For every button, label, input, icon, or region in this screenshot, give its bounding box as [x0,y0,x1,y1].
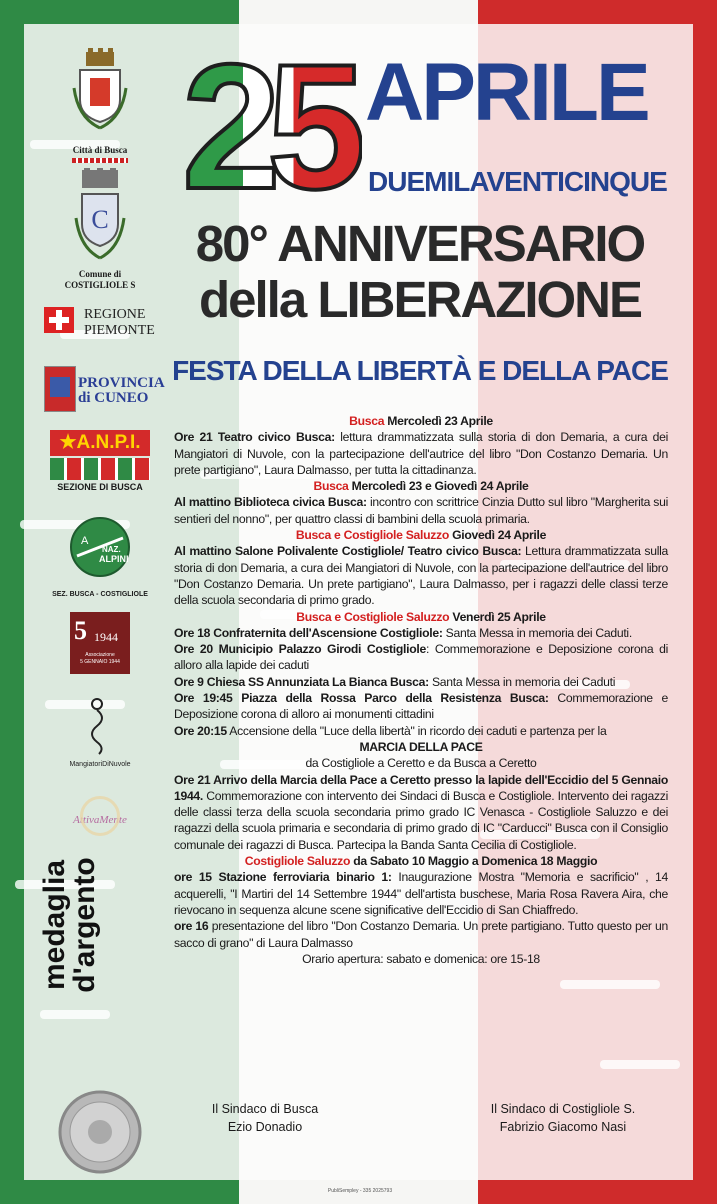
provincia-crest-icon [44,366,76,412]
anpi-banner [50,430,150,456]
event [174,543,668,608]
anpi-sezione: SEZIONE DI BUSCA [57,482,143,492]
anniversary-line-1: 80° ANNIVERSARIO [195,215,645,272]
attivamente-logo [40,796,160,826]
day-date: Mercoledì 23 e Giovedì 24 Aprile [348,479,529,494]
marcia-title: MARCIA DELLA PACE [359,739,483,754]
program [174,413,668,967]
brush-stroke [560,980,660,989]
brush-stroke [600,1060,680,1069]
event [174,625,668,641]
silver-medal-coin [40,1090,160,1179]
sindaco-costigliole [468,1100,658,1136]
day-heading [174,853,668,869]
event-lead: Ore 21 Teatro civico Busca: [174,430,335,445]
regione-line-2: PIEMONTE [84,323,155,338]
day-heading [174,413,668,429]
alpini-badge-icon [69,516,131,578]
event-lead: Al mattino Salone Polivalente Costigliole/ Teatro civico Busca: [174,544,522,559]
mangiatori-label: MangiatoriDiNuvole [69,761,131,768]
day-date: Mercoledì 23 Aprile [384,414,493,428]
orario: Orario apertura: sabato e domenica: ore 15-18 [302,951,540,966]
regione-line-1: REGIONE [84,307,146,322]
sindaco-busca-name: Ezio Donadio [227,1120,303,1134]
comune-costigliole-logo [40,168,160,291]
number-25: 25 [182,40,352,200]
event-lead: Ore 20 Municipio Palazzo Girodi Costigliole [174,642,426,657]
event [174,772,668,853]
sindaco-busca-title: Il Sindaco di Busca [211,1102,319,1116]
event-text: Santa Messa in memoria dei Caduti. [442,625,632,640]
event-text: lettura drammatizzata sulla storia di don Demaria, a cura dei Mangiatori di Nuvole, con la partecipazione dell'autrice del libro "Don Costanzo Demaria. Un prete partigiano", Laura Dalmasso, per tutta la cittadinanza. [174,430,668,477]
anpi-text: A.N.P.I. [76,432,141,453]
gennaio-assoc-2: 5 GENNAIO 1944 [80,659,120,665]
year-text: DUEMILAVENTICINQUE [368,166,667,197]
nuvole-figure-icon [85,696,115,756]
month-title: APRILE [365,47,648,138]
citta-underline [72,158,128,163]
medaglia-argento [38,857,160,1085]
event-text: presentazione del libro "Don Costanzo Demaria. Un prete partigiano. Tutto questo per un sacco di grano" di Laura Dalmasso [174,919,668,950]
crown-shield-icon [70,48,130,136]
event [174,723,668,739]
event-text: : Commemorazione e Deposizione corona di alloro alla lapide dei caduti [174,642,669,673]
medal-coin-icon [58,1090,142,1174]
event-text: Accensione della "Luce della libertà" in ricordo dei caduti e partenza per la [226,723,607,738]
day-heading [174,478,668,494]
day-place: Costigliole Saluzzo [244,854,351,869]
event [174,690,668,723]
provincia-text [78,376,165,406]
day-place: Busca e Costigliole Saluzzo [296,609,450,624]
event-lead: ore 15 Stazione ferroviaria binario 1: [174,870,392,885]
event-text: Commemorazione e Deposizione corona di alloro ai monumenti cittadini [174,691,668,722]
comune-label-1: Comune di [78,269,122,279]
alpini-name: ALPINI [99,554,129,564]
anpi-logo [40,430,160,493]
associazione-5-gennaio-logo [40,612,160,674]
event-lead: Al mattino Biblioteca civica Busca: [174,495,367,510]
event-lead: ore 16 [174,919,209,934]
day-heading [174,609,668,625]
medaglia-line-2: d'argento [68,857,101,993]
piemonte-flag-icon [44,307,74,333]
alpini-sezione: SEZ. BUSCA - COSTIGLIOLE [52,591,148,598]
event-lead: Ore 20:15 [174,723,227,738]
star-icon: ★ [59,432,77,453]
provincia-line-1: PROVINCIA [78,375,165,391]
anniversary-line-2: della LIBERAZIONE [198,271,642,328]
event [174,429,668,478]
provincia-line-2: di CUNEO [78,390,149,406]
day-date: da Sabato 10 Maggio a Domenica 18 Maggio [350,854,598,869]
gennaio-assoc-1: Associazione [85,652,115,658]
festa-subtitle: FESTA DELLA LIBERTÀ E DELLA PACE [172,355,668,386]
medaglia-text [40,825,100,1025]
citta-label: Città di Busca [72,145,128,155]
event [174,674,668,690]
comune-label-2: COSTIGLIOLE S [64,280,136,290]
day-place: Busca e Costigliole Saluzzo [295,528,449,543]
marcia-subtitle: da Costigliole a Ceretto e da Busca a Ceretto [305,756,537,771]
castle-shield-icon [72,168,128,264]
event-lead: Ore 19:45 Piazza della Rossa Parco della Resistenza Busca: [174,691,549,706]
day-date: Venerdì 25 Aprile [449,609,546,624]
day-place: Busca [313,479,349,494]
event [174,918,668,951]
alpini-logo [40,516,160,600]
day-place: Busca [349,414,385,428]
day-heading [174,527,668,543]
svg-text:C: C [91,205,109,234]
attivamente-label: AttivaMente [73,814,127,826]
event-text: incontro con scrittrice Cinzia Dutto sul libro "Margherita sui sentieri del nonno", per quattro classi di bambini della scuola primaria. [174,495,668,526]
event-text: Santa Messa in memoria dei Caduti [428,674,616,689]
event [174,869,668,918]
mangiatori-di-nuvole-logo [40,696,160,768]
event-text: Commemorazione con intervento dei Sindaci di Busca e Costigliole. Intervento dei ragazzi delle classi terza della scuola secondaria primo grado IC Venasca - Costigliole Saluzzo e dei ragazzi della scuola primaria e secondaria di primo grado di IC "Carducci" Busca con il Consiglio comunale dei ragazzi di Busca. Partecipa la Banda Santa Cecilia di Costigliole. [174,788,668,852]
number-25-graphic [172,40,362,200]
event-lead: Ore 21 Arrivo della Marcia della Pace a Ceretto presso la lapide dell'Eccidio del 5 Gennaio 1944. [174,772,668,803]
event-lead: Ore 9 Chiesa SS Annunziata La Bianca Busca: [174,674,429,689]
medaglia-line-1: medaglia [38,859,71,991]
event-text: Lettura drammatizzata sulla storia di don Demaria, a cura dei Mangiatori di Nuvole, con la partecipazione dell'autrice del libro "Don Costanzo Demaria. Un prete partigiano", Laura Dalmasso, per i ragazzi delle classi terze della scuola secondaria di primo grado. [174,544,668,608]
anpi-ribbon [50,458,150,480]
regione-text [84,307,155,339]
sindaco-costigliole-name: Fabrizio Giacomo Nasi [499,1120,627,1134]
alpini-initial: A [81,535,89,547]
event-text: Inaugurazione Mostra "Memoria e sacrificio" , 14 acquerelli, "I Martiri del 14 Settembre 1944" dell'artista buschese, Maria Rosa Ravera Aira, che rievocano in sequenza alcune scene significative dell'Eccidio di San Chiaffredo. [174,870,668,917]
sindaco-costigliole-title: Il Sindaco di Costigliole S. [490,1102,636,1116]
citta-busca-logo [40,48,160,165]
event [174,641,668,674]
event-lead: Ore 18 Confraternita dell'Ascensione Costigliole: [174,625,443,640]
alpini-ass: NAZ. [102,545,121,554]
gennaio-year: 1944 [94,630,118,644]
gennaio-number: 5 [74,616,87,645]
sindaco-busca [190,1100,340,1136]
gennaio-badge [70,612,130,674]
event [174,494,668,527]
printer-credit: PubliSempley - 335 2025793 [327,1188,393,1194]
day-date: Giovedì 24 Aprile [448,528,547,543]
